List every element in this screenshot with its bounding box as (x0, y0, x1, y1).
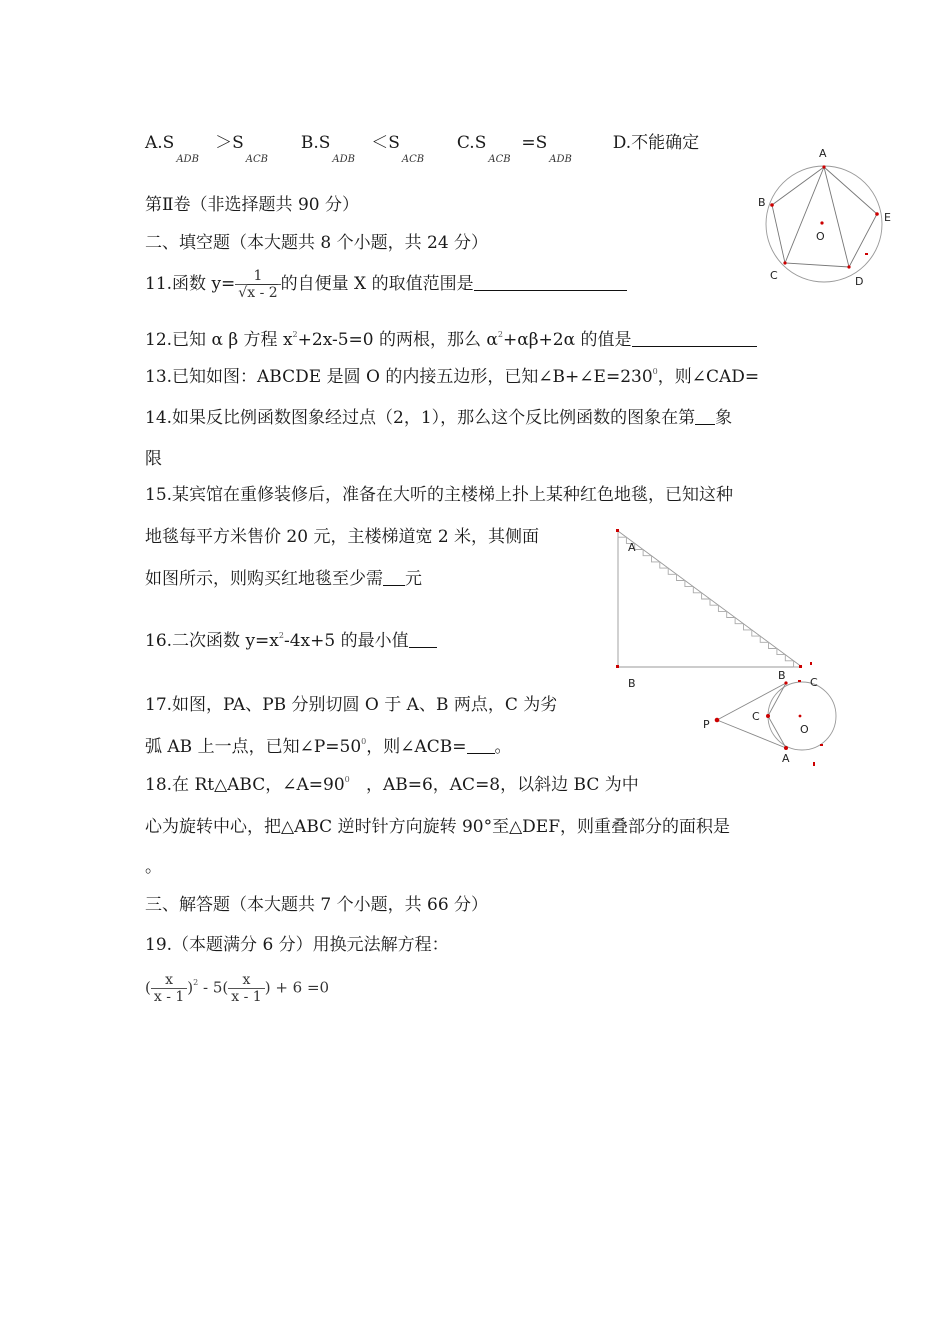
circumcircle (766, 166, 882, 282)
question-19: 19.（本题满分 6 分）用换元法解方程： (145, 935, 449, 955)
answer-blank-12[interactable] (632, 330, 757, 347)
label-a: A (782, 752, 790, 765)
point-a (822, 165, 825, 168)
answer-blank-11[interactable] (474, 274, 627, 291)
label-b-bottom-left: B (628, 677, 636, 690)
point-b (770, 203, 774, 207)
question-12: 12.已知 α β 方程 $x^2+2x-5=0$ 的两根，那么 $\alpha^2+\alpha\beta+2\alpha$ 的值是 (145, 325, 757, 350)
circle-o (768, 682, 836, 750)
pentagon-circle-figure (755, 145, 905, 290)
question-18-line3: 。 (145, 857, 162, 877)
point-b (784, 681, 787, 684)
point-e (875, 212, 879, 216)
question-15-line1: 15.某宾馆在重修装修后，准备在大听的主楼梯上扑上某种红色地毯，已知这种 (145, 485, 734, 505)
point-c (783, 261, 786, 264)
question-18-line2: 心为旋转中心，把△ABC 逆时针方向旋转 90°至△DEF，则重叠部分的面积是 (145, 817, 731, 837)
point-p (715, 718, 720, 723)
question-15-line2: 地毯每平方米售价 20 元，主楼梯道宽 2 米，其侧面 (145, 527, 540, 547)
section2-title: 第Ⅱ卷（非选择题共 90 分） (145, 195, 359, 215)
section3-part: 三、解答题（本大题共 7 个小题，共 66 分） (145, 895, 489, 915)
label-c-inner: C (752, 710, 760, 723)
label-b-bottom-right: B (778, 669, 786, 682)
question-14: 14.如果反比例函数图象经过点（2，1），那么这个反比例函数的图象在第 象 (145, 408, 733, 428)
tangent-pa (717, 720, 786, 748)
question-17-line1: 17.如图，PA、PB 分别切圆 O 于 A、B 两点，C 为劣 (145, 695, 558, 715)
question-16: 16.二次函数 $y=x^2-4x+5$ 的最小值 (145, 626, 437, 651)
label-e: E (884, 211, 891, 224)
question-18-line1: 18.在 Rt△ABC，$\angle A=90^0$ ，AB=6，AC=8，以斜边 BC 为中 (145, 775, 639, 795)
tangent-circle-figure (700, 660, 850, 770)
label-b: B (758, 196, 766, 209)
pentagon-abcde (772, 167, 877, 267)
answer-blank-14[interactable] (695, 408, 715, 425)
point-d (847, 265, 850, 268)
question-14-cont: 限 (145, 449, 162, 469)
q11-fraction: $\frac{1}{√x - 2}$ (235, 268, 280, 301)
point-b-left (616, 665, 619, 668)
label-d: D (855, 275, 864, 288)
point-c (766, 714, 770, 718)
question-13: 13.已知如图：ABCDE 是圆 O 的内接五边形，已知$\angle B+\angle E=230^0$，则∠CAD= (145, 367, 760, 387)
label-p: P (703, 718, 710, 731)
options-row (145, 128, 700, 165)
answer-blank-15[interactable] (383, 569, 405, 586)
label-c: C (770, 269, 778, 282)
point-a (784, 746, 788, 750)
question-11: 11.函数 y= $\frac{1}{√x - 2}$ 的自便量 X 的取值范围是 (145, 268, 627, 301)
point-o (820, 221, 823, 224)
answer-blank-17[interactable] (467, 737, 495, 754)
label-a: A (628, 541, 636, 554)
segment-ca (768, 716, 786, 748)
question-15-line3: 如图所示，则购买红地毯至少需 元 (145, 569, 422, 589)
label-a: A (819, 147, 827, 160)
point-o (799, 715, 802, 718)
answer-blank-16[interactable] (409, 631, 437, 648)
option-d: D.不能确定 (612, 133, 700, 153)
option-c: $C.S_{ACB} =S_{ADB}$ (456, 133, 572, 165)
label-c-outer: C (810, 676, 818, 689)
point-a (616, 529, 619, 532)
option-b: $B.S_{ADB} <S_{ACB}$ (300, 133, 425, 165)
label-o: O (800, 723, 809, 736)
segment-ad (824, 167, 849, 267)
option-a: $A.S_{ADB} >S_{ACB}$ (145, 133, 269, 165)
question-17-line2: 弧 AB 上一点，已知$\angle P=50^0$，则∠ACB= 。 (145, 737, 512, 757)
section2-part: 二、填空题（本大题共 8 个小题，共 24 分） (145, 233, 489, 253)
q19-equation: ( $\frac{x}{x - 1}$ )$^2$ - 5( $\frac{x}{x - 1}$ ) + 6 =0 (145, 972, 330, 1005)
label-o: O (816, 230, 825, 243)
